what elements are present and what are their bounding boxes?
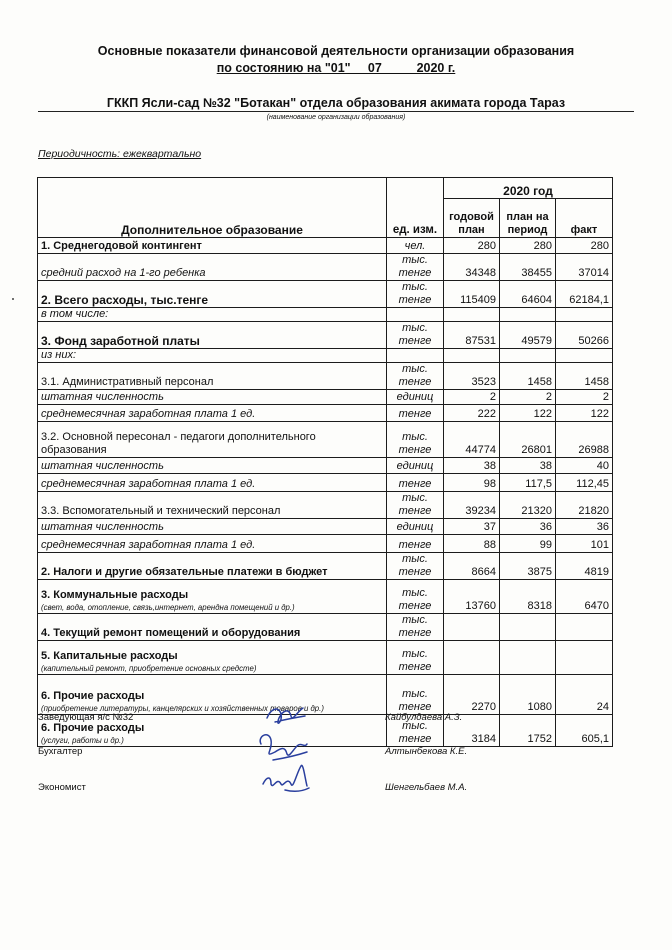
signature-name-accountant: Алтынбекова К.Е. (385, 746, 468, 757)
col-header-fact: факт (556, 199, 613, 238)
row-unit: тыс. тенге (387, 580, 444, 614)
table-row (38, 580, 613, 614)
row-label (38, 641, 387, 675)
table-row (38, 553, 613, 580)
row-unit: единиц (387, 458, 444, 474)
row-fact-value: 122 (556, 405, 613, 422)
row-annual-value: 37 (444, 519, 500, 535)
row-label-text: из них: (41, 349, 77, 361)
row-annual-value: 44774 (444, 422, 500, 458)
table-row (38, 349, 613, 363)
report-title: Основные показатели финансовой деятельности организации образования (97, 44, 575, 58)
table-row (38, 535, 613, 553)
row-label (38, 458, 387, 474)
row-label-text: 3.1. Административный персонал (41, 376, 214, 388)
col-header-period: план на период (500, 199, 556, 238)
table-row (38, 322, 613, 349)
row-fact-value: 37014 (556, 254, 613, 281)
row-label (38, 474, 387, 492)
row-fact-value (556, 614, 613, 641)
row-period-value (500, 614, 556, 641)
row-annual-value: 222 (444, 405, 500, 422)
row-label-text: средний расход на 1-го ребенка (41, 267, 206, 279)
row-fact-value (556, 641, 613, 675)
row-annual-value: 280 (444, 238, 500, 254)
table-row (38, 390, 613, 405)
row-unit: чел. (387, 238, 444, 254)
row-label-text: штатная численность (41, 391, 164, 403)
row-label-text: 3. Фонд заработной платы (41, 334, 200, 348)
row-note: (свет, вода, отопление, связь,интернет, арендна помещений и др.) (41, 603, 295, 612)
row-annual-value: 2270 (444, 675, 500, 715)
organization-name: ГККП Ясли-сад №32 "Ботакан" отдела образования акимата города Тараз (38, 96, 634, 112)
row-period-value (500, 641, 556, 675)
row-label (38, 580, 387, 614)
row-unit: тыс. тенге (387, 254, 444, 281)
row-period-value: 21320 (500, 492, 556, 519)
signature-stroke-economist (263, 765, 309, 791)
row-period-value: 280 (500, 238, 556, 254)
row-annual-value: 3184 (444, 715, 500, 747)
row-period-value: 64604 (500, 281, 556, 308)
row-label (38, 308, 387, 322)
row-label-text: в том числе: (41, 308, 109, 320)
row-period-value (500, 349, 556, 363)
row-annual-value (444, 349, 500, 363)
row-label (38, 519, 387, 535)
col-header-annual: годовой план (444, 199, 500, 238)
row-fact-value: 40 (556, 458, 613, 474)
row-label (38, 422, 387, 458)
organization-note: (наименование организации образования) (266, 114, 406, 121)
row-label (38, 390, 387, 405)
col-header-main: Дополнительное образование (38, 178, 387, 238)
row-unit (387, 308, 444, 322)
row-unit: тенге (387, 474, 444, 492)
row-annual-value (444, 641, 500, 675)
row-label-text: штатная численность (41, 460, 164, 472)
row-annual-value: 88 (444, 535, 500, 553)
row-unit: тыс. тенге (387, 422, 444, 458)
row-period-value: 38 (500, 458, 556, 474)
row-annual-value (444, 308, 500, 322)
row-period-value: 1458 (500, 363, 556, 390)
row-label (38, 553, 387, 580)
row-unit: тыс. тенге (387, 322, 444, 349)
table-row (38, 519, 613, 535)
row-annual-value: 8664 (444, 553, 500, 580)
row-annual-value: 3523 (444, 363, 500, 390)
scan-speck (12, 298, 14, 300)
table-row (38, 458, 613, 474)
row-fact-value: 6470 (556, 580, 613, 614)
row-period-value: 38455 (500, 254, 556, 281)
row-fact-value: 36 (556, 519, 613, 535)
row-period-value (500, 308, 556, 322)
row-label-text: 3.2. Основной пересонал - педагоги дополнительного образования (41, 431, 316, 456)
table-row (38, 308, 613, 322)
col-header-year: 2020 год (444, 178, 613, 199)
row-note: (капительный ремонт, приобретение основных средсте) (41, 664, 257, 673)
row-label-text: среднемесячная заработная плата 1 ед. (41, 408, 256, 420)
row-label (38, 405, 387, 422)
row-period-value: 117,5 (500, 474, 556, 492)
row-label (38, 238, 387, 254)
row-unit: тыс. тенге (387, 641, 444, 675)
table-row (38, 254, 613, 281)
row-unit: тенге (387, 405, 444, 422)
row-period-value: 36 (500, 519, 556, 535)
row-fact-value: 24 (556, 675, 613, 715)
row-fact-value (556, 349, 613, 363)
row-unit: тыс. тенге (387, 715, 444, 747)
row-period-value: 1080 (500, 675, 556, 715)
row-label (38, 614, 387, 641)
row-period-value: 122 (500, 405, 556, 422)
row-label-text: среднемесячная заработная плата 1 ед. (41, 539, 256, 551)
row-fact-value: 4819 (556, 553, 613, 580)
col-header-unit: ед. изм. (387, 178, 444, 238)
row-unit: тыс. тенге (387, 492, 444, 519)
signature-role-head: Заведующая я/с №32 (38, 712, 134, 723)
row-fact-value: 26988 (556, 422, 613, 458)
row-period-value: 99 (500, 535, 556, 553)
row-fact-value: 1458 (556, 363, 613, 390)
row-label-text: 4. Текущий ремонт помещений и оборудования (41, 627, 301, 639)
row-label-text: 2. Налоги и другие обязательные платежи в бюджет (41, 566, 328, 578)
row-unit: тыс. тенге (387, 614, 444, 641)
row-unit (387, 349, 444, 363)
row-fact-value: 101 (556, 535, 613, 553)
signature-stroke-head (267, 708, 305, 723)
row-note: (приобретение литературы, канцелярских и хозяйственных товаров и др.) (41, 704, 324, 713)
report-date (0, 61, 672, 75)
row-label-text: 1. Среднегодовой контингент (41, 240, 202, 252)
row-unit: тыс. тенге (387, 281, 444, 308)
table-row (38, 405, 613, 422)
table-row (38, 238, 613, 254)
table-row (38, 641, 613, 675)
row-fact-value: 112,45 (556, 474, 613, 492)
row-unit: тыс. тенге (387, 363, 444, 390)
row-label-text: 6. Прочие расходы (41, 690, 145, 702)
row-label (38, 363, 387, 390)
row-label-text: 3.3. Вспомогательный и технический персонал (41, 505, 281, 517)
row-unit: тыс. тенге (387, 553, 444, 580)
row-label (38, 492, 387, 519)
row-fact-value: 280 (556, 238, 613, 254)
table-row (38, 492, 613, 519)
row-label-text: среднемесячная заработная плата 1 ед. (41, 478, 256, 490)
row-period-value: 2 (500, 390, 556, 405)
row-annual-value: 13760 (444, 580, 500, 614)
row-fact-value (556, 308, 613, 322)
row-period-value: 26801 (500, 422, 556, 458)
signature-role-accountant: Бухгалтер (38, 746, 83, 757)
row-label-text: 2. Всего расходы, тыс.тенге (41, 293, 209, 307)
row-annual-value: 87531 (444, 322, 500, 349)
signature-name-economist: Шенгельбаев М.А. (385, 782, 468, 793)
handwritten-signatures (235, 700, 345, 810)
table-row (38, 422, 613, 458)
table-body (38, 238, 613, 747)
row-annual-value: 34348 (444, 254, 500, 281)
row-label (38, 254, 387, 281)
row-fact-value: 21820 (556, 492, 613, 519)
row-label-text: 3. Коммунальные расходы (41, 589, 189, 601)
row-annual-value: 38 (444, 458, 500, 474)
row-label (38, 349, 387, 363)
row-unit: единиц (387, 390, 444, 405)
row-period-value: 3875 (500, 553, 556, 580)
table-row (38, 281, 613, 308)
table-row (38, 363, 613, 390)
report-date-text: по состоянию на "01" 07 2020 г. (216, 61, 456, 75)
periodicity: Периодичность: ежеквартально (38, 148, 202, 160)
row-annual-value: 115409 (444, 281, 500, 308)
table-row (38, 614, 613, 641)
row-fact-value: 62184,1 (556, 281, 613, 308)
row-unit: тыс. тенге (387, 675, 444, 715)
row-annual-value: 2 (444, 390, 500, 405)
signature-stroke-accountant (260, 735, 307, 760)
row-unit: тенге (387, 535, 444, 553)
signature-name-head: Кайбулдаева А.З. (385, 712, 463, 723)
table-row (38, 474, 613, 492)
row-period-value: 49579 (500, 322, 556, 349)
row-fact-value: 50266 (556, 322, 613, 349)
row-annual-value (444, 614, 500, 641)
row-annual-value: 39234 (444, 492, 500, 519)
row-unit: единиц (387, 519, 444, 535)
financial-table (37, 177, 613, 747)
row-label (38, 535, 387, 553)
row-fact-value: 605,1 (556, 715, 613, 747)
signature-role-economist: Экономист (38, 782, 86, 793)
row-label (38, 322, 387, 349)
row-label-text: 6. Прочие расходы (41, 722, 145, 734)
row-fact-value: 2 (556, 390, 613, 405)
row-label (38, 281, 387, 308)
row-annual-value: 98 (444, 474, 500, 492)
row-label-text: 5. Капитальные расходы (41, 650, 178, 662)
row-label-text: штатная численность (41, 521, 164, 533)
row-period-value: 1752 (500, 715, 556, 747)
row-note: (услуги, работы и др.) (41, 736, 124, 745)
row-period-value: 8318 (500, 580, 556, 614)
